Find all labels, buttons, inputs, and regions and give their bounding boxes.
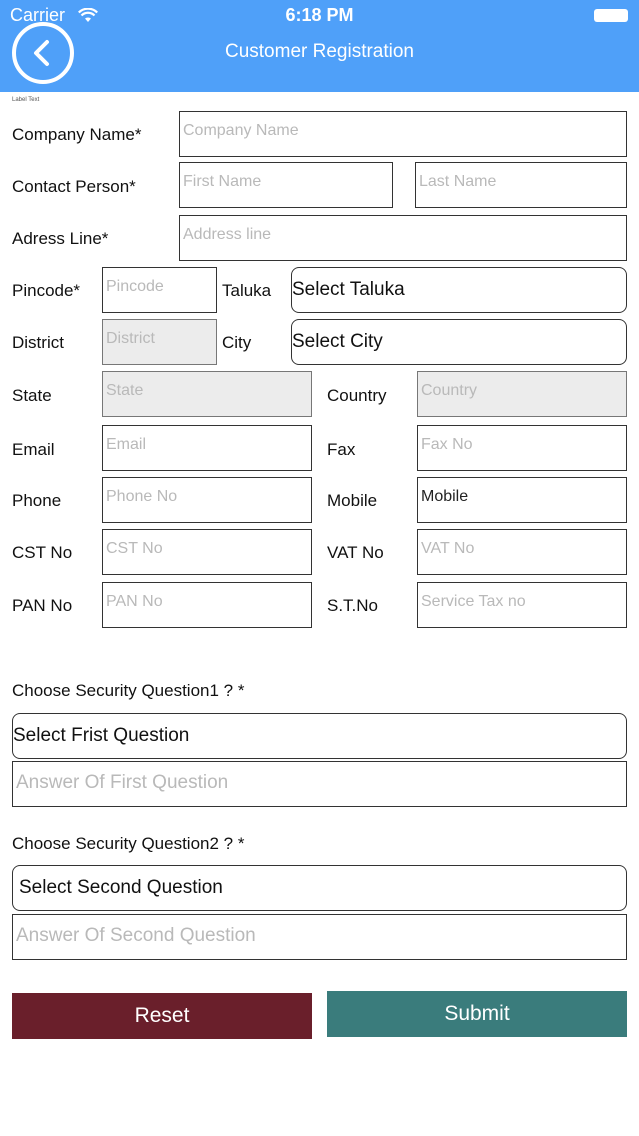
vat-label: VAT No	[327, 543, 384, 562]
company-name-label: Company Name*	[12, 125, 142, 144]
fax-input[interactable]: Fax No	[417, 425, 627, 471]
first-name-input[interactable]: First Name	[179, 162, 393, 208]
city-label: City	[222, 333, 252, 352]
security-question1-label: Choose Security Question1 ? *	[12, 681, 245, 700]
country-label: Country	[327, 386, 387, 405]
country-input[interactable]: Country	[417, 371, 627, 417]
pan-input[interactable]: PAN No	[102, 582, 312, 628]
clock: 6:18 PM	[285, 5, 354, 25]
fax-label: Fax	[327, 440, 356, 459]
mobile-input[interactable]: Mobile	[417, 477, 627, 523]
district-input[interactable]: District	[102, 319, 217, 365]
tiny-label: Label Text	[12, 97, 40, 103]
phone-label: Phone	[12, 491, 62, 510]
last-name-input[interactable]: Last Name	[415, 162, 627, 208]
contact-person-label: Contact Person*	[12, 177, 136, 196]
security-question2-label: Choose Security Question2 ? *	[12, 834, 245, 853]
carrier-label: Carrier	[10, 5, 66, 25]
taluka-select[interactable]: Select Taluka	[291, 267, 627, 313]
state-input[interactable]: State	[102, 371, 312, 417]
email-input[interactable]: Email	[102, 425, 312, 471]
address-input[interactable]: Address line	[179, 215, 627, 261]
vat-input[interactable]: VAT No	[417, 529, 627, 575]
email-label: Email	[12, 440, 55, 459]
pan-label: PAN No	[12, 596, 73, 615]
phone-input[interactable]: Phone No	[102, 477, 312, 523]
pincode-input[interactable]: Pincode	[102, 267, 217, 313]
reset-button[interactable]: Reset	[12, 993, 312, 1039]
answer1-input[interactable]: Answer Of First Question	[12, 761, 627, 807]
mobile-label: Mobile	[327, 491, 378, 510]
city-select[interactable]: Select City	[291, 319, 627, 365]
answer2-input[interactable]: Answer Of Second Question	[12, 914, 627, 960]
security-question1-select[interactable]: Select Frist Question	[12, 713, 627, 759]
security-question2-select[interactable]: Select Second Question	[12, 865, 627, 911]
state-label: State	[12, 386, 52, 405]
district-label: District	[12, 333, 64, 352]
service-tax-input[interactable]: Service Tax no	[417, 582, 627, 628]
submit-button[interactable]: Submit	[327, 991, 627, 1037]
page-title: Customer Registration	[224, 41, 415, 62]
cst-label: CST No	[12, 543, 73, 562]
battery-icon	[594, 9, 628, 22]
company-name-input[interactable]: Company Name	[179, 111, 627, 157]
address-label: Adress Line*	[12, 229, 109, 248]
taluka-label: Taluka	[222, 281, 272, 300]
cst-input[interactable]: CST No	[102, 529, 312, 575]
st-label: S.T.No	[327, 596, 379, 615]
pincode-label: Pincode*	[12, 281, 81, 300]
